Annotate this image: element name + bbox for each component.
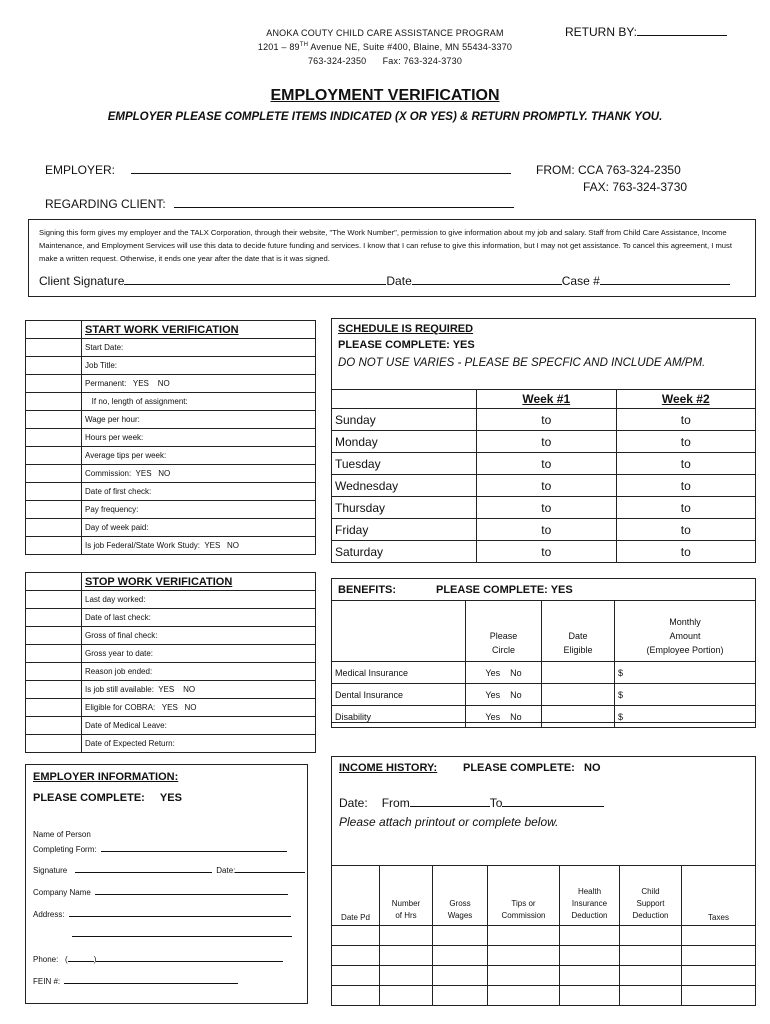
- phone-row: [33, 953, 283, 964]
- return-by: [565, 25, 727, 39]
- check-cell[interactable]: [26, 537, 82, 555]
- income-to-field[interactable]: [502, 796, 604, 807]
- name-person-label: Completing Form:: [33, 845, 97, 854]
- income-date-row: [339, 796, 604, 810]
- company-row: [33, 886, 288, 897]
- check-cell[interactable]: [26, 663, 82, 681]
- return-by-label: RETURN BY:: [565, 25, 638, 39]
- check-cell[interactable]: [26, 735, 82, 753]
- col-health: [560, 866, 620, 926]
- week1-time[interactable]: to: [477, 475, 617, 497]
- from-cca: CCA 763-324-2350: [578, 163, 681, 177]
- col-text: Taxes: [708, 913, 729, 922]
- employer-info-box: [25, 764, 308, 1004]
- income-to-label: To: [489, 796, 503, 810]
- consent-text: Signing this form gives my employer and the TALX Corporation, through their website, "The Work Number", permission to give information about my job and salary. Staff from Child Care Assistance, Income Maintenance, and Employment Services will use this data to decide future funding and services. I know that I can refuse to give this information, but I may not get assistance. To cancel this agreement, I must make a written request. Otherwise, it ends one year after the date that is it was signed.: [39, 228, 732, 263]
- schedule-title: SCHEDULE IS REQUIRED: [338, 323, 474, 335]
- fein-row: [33, 975, 238, 986]
- benefit-amount[interactable]: $: [615, 662, 756, 684]
- benefits-box: [331, 578, 756, 723]
- stop-work-row: Gross year to date:: [82, 645, 316, 663]
- start-work-row: Average tips per week:: [82, 447, 316, 465]
- client-field[interactable]: [174, 197, 514, 208]
- check-cell[interactable]: [26, 429, 82, 447]
- date-label: Date:: [216, 866, 236, 875]
- check-cell[interactable]: [26, 357, 82, 375]
- signature-row: [33, 864, 305, 875]
- client-signature-label: Client Signature: [39, 274, 125, 288]
- income-cell[interactable]: [433, 966, 488, 986]
- income-box: [331, 756, 756, 1006]
- signature-label: Signature: [33, 866, 68, 875]
- col-text: Wages: [447, 911, 473, 920]
- week1-time[interactable]: to: [477, 453, 617, 475]
- benefits-corner: [332, 601, 466, 662]
- income-attach-note: Please attach printout or complete below.: [339, 815, 559, 829]
- start-work-row: Start Date:: [82, 339, 316, 357]
- return-by-field[interactable]: [637, 25, 727, 36]
- benefit-name: Disability: [332, 706, 466, 728]
- page-subtitle: EMPLOYER PLEASE COMPLETE ITEMS INDICATED (X OR YES) & RETURN PROMPTLY. THANK YOU.: [107, 111, 663, 123]
- col-text: Health: [577, 887, 602, 896]
- week2-time[interactable]: to: [616, 541, 756, 563]
- income-cell[interactable]: [620, 966, 682, 986]
- address-sup: TH: [299, 42, 309, 48]
- employer-row: [45, 163, 511, 177]
- week2-time[interactable]: to: [616, 453, 756, 475]
- check-cell[interactable]: [26, 321, 82, 339]
- income-from-label: From: [381, 796, 410, 810]
- col-text: Monthly: [669, 617, 701, 627]
- week1-time[interactable]: to: [477, 497, 617, 519]
- check-cell[interactable]: [26, 375, 82, 393]
- client-row: [45, 197, 514, 211]
- day-label: Tuesday: [332, 453, 477, 475]
- benefit-circle[interactable]: Yes No: [466, 684, 542, 706]
- phone-field[interactable]: [93, 953, 283, 964]
- check-cell[interactable]: [26, 519, 82, 537]
- col-text: Commission: [501, 911, 546, 920]
- schedule-box: [331, 318, 756, 563]
- schedule-note: DO NOT USE VARIES - PLEASE BE SPECFIC AND INCLUDE AM/PM.: [338, 357, 706, 369]
- check-cell[interactable]: [26, 573, 82, 591]
- income-cell[interactable]: [488, 926, 560, 946]
- income-date-label: Date:: [339, 796, 368, 810]
- start-work-row: Date of first check:: [82, 483, 316, 501]
- signature-row: [39, 274, 730, 288]
- stop-work-row: Date of Expected Return:: [82, 735, 316, 753]
- income-cell[interactable]: [620, 986, 682, 1006]
- income-cell[interactable]: [332, 986, 380, 1006]
- page-title: EMPLOYMENT VERIFICATION: [270, 87, 500, 104]
- stop-work-row: Last day worked:: [82, 591, 316, 609]
- week1-time[interactable]: to: [477, 541, 617, 563]
- benefit-name: Dental Insurance: [332, 684, 466, 706]
- address-field-2[interactable]: [72, 927, 292, 937]
- date-field[interactable]: [412, 274, 562, 285]
- income-cell[interactable]: [560, 946, 620, 966]
- income-cell[interactable]: [560, 926, 620, 946]
- day-label: Saturday: [332, 541, 477, 563]
- address-field[interactable]: [69, 908, 291, 917]
- benefit-date[interactable]: [542, 684, 615, 706]
- income-cell[interactable]: [380, 986, 433, 1006]
- check-cell[interactable]: [26, 717, 82, 735]
- address-row: [33, 908, 291, 919]
- start-work-title: START WORK VERIFICATION: [82, 321, 316, 339]
- col-text: Insurance: [571, 899, 608, 908]
- start-work-row: Is job Federal/State Work Study: YES NO: [82, 537, 316, 555]
- stop-work-row: Gross of final check:: [82, 627, 316, 645]
- income-cell[interactable]: [620, 926, 682, 946]
- col-text: Gross: [449, 899, 471, 908]
- check-cell[interactable]: [26, 627, 82, 645]
- col-text: Please: [489, 631, 518, 641]
- income-cell[interactable]: [488, 966, 560, 986]
- employer-info-complete: PLEASE COMPLETE: YES: [33, 792, 182, 804]
- col-text: of Hrs: [395, 911, 417, 920]
- benefit-date[interactable]: [542, 706, 615, 728]
- income-cell[interactable]: [380, 966, 433, 986]
- benefit-amount[interactable]: $: [615, 684, 756, 706]
- check-cell[interactable]: [26, 501, 82, 519]
- week1-time[interactable]: to: [477, 431, 617, 453]
- day-label: Thursday: [332, 497, 477, 519]
- phone-label: Phone: (: [33, 955, 68, 964]
- check-cell[interactable]: [26, 645, 82, 663]
- income-cell[interactable]: [433, 926, 488, 946]
- employer-info-title: EMPLOYER INFORMATION:: [33, 771, 179, 783]
- check-cell[interactable]: [26, 465, 82, 483]
- stop-work-row: Is job still available: YES NO: [82, 681, 316, 699]
- income-cell[interactable]: [488, 946, 560, 966]
- col-text: Date Pd: [341, 913, 370, 922]
- benefits-table: [331, 600, 756, 728]
- week2-time[interactable]: to: [616, 431, 756, 453]
- col-monthly-amount: [615, 601, 756, 662]
- program-contact: [230, 56, 540, 66]
- employer-field[interactable]: [131, 163, 511, 174]
- income-cell[interactable]: [682, 986, 756, 1006]
- stop-work-row: Date of Medical Leave:: [82, 717, 316, 735]
- area-code-field[interactable]: [68, 953, 94, 962]
- address-part: Avenue NE, Suite #400, Blaine, MN 55434-3370: [308, 42, 513, 52]
- col-text: Circle: [491, 645, 515, 655]
- day-label: Friday: [332, 519, 477, 541]
- phone-close: ): [93, 955, 97, 964]
- col-text: Child: [641, 887, 660, 896]
- income-cell[interactable]: [682, 966, 756, 986]
- day-label: Wednesday: [332, 475, 477, 497]
- signature-field[interactable]: [75, 864, 212, 873]
- day-label: Monday: [332, 431, 477, 453]
- col-child-support: [620, 866, 682, 926]
- income-cell[interactable]: [488, 986, 560, 1006]
- start-work-row: Hours per week:: [82, 429, 316, 447]
- client-signature-field[interactable]: [124, 274, 386, 285]
- start-work-row: Permanent: YES NO: [82, 375, 316, 393]
- start-work-row: Pay frequency:: [82, 501, 316, 519]
- check-cell[interactable]: [26, 681, 82, 699]
- from-block: [536, 163, 681, 177]
- client-label: REGARDING CLIENT:: [45, 197, 166, 211]
- col-tips: [488, 866, 560, 926]
- check-cell[interactable]: [26, 483, 82, 501]
- case-label: Case #: [561, 274, 600, 288]
- stop-work-row: Date of last check:: [82, 609, 316, 627]
- stop-work-row: Eligible for COBRA: YES NO: [82, 699, 316, 717]
- benefit-circle[interactable]: Yes No: [466, 706, 542, 728]
- col-text: Tips or: [511, 899, 536, 908]
- week2-time[interactable]: to: [616, 475, 756, 497]
- income-cell[interactable]: [332, 926, 380, 946]
- week2-time[interactable]: to: [616, 519, 756, 541]
- stop-work-table: [25, 572, 316, 753]
- day-label: Sunday: [332, 409, 477, 431]
- company-field[interactable]: [95, 886, 288, 895]
- income-table: [331, 865, 756, 1006]
- fein-label: FEIN #:: [33, 977, 61, 986]
- week2-time[interactable]: to: [616, 409, 756, 431]
- fein-field[interactable]: [64, 975, 238, 984]
- stop-work-row: Reason job ended:: [82, 663, 316, 681]
- stop-work-title: STOP WORK VERIFICATION: [82, 573, 316, 591]
- col-text: (Employee Portion): [646, 645, 724, 655]
- col-text: Number: [391, 899, 421, 908]
- col-text: Eligible: [563, 645, 593, 655]
- col-text: Amount: [669, 631, 701, 641]
- col-text: Deduction: [571, 911, 608, 920]
- benefit-circle[interactable]: Yes No: [466, 662, 542, 684]
- program-fax: Fax: 763-324-3730: [382, 56, 463, 66]
- address-label: Address:: [33, 910, 65, 919]
- income-cell[interactable]: [620, 946, 682, 966]
- col-text: Deduction: [632, 911, 669, 920]
- consent-box: [28, 219, 756, 297]
- program-address: [230, 42, 540, 52]
- col-date-pd: [332, 866, 380, 926]
- start-work-row: Wage per hour:: [82, 411, 316, 429]
- col-text: Date: [568, 631, 588, 641]
- schedule-complete: PLEASE COMPLETE: YES: [338, 339, 475, 351]
- name-person-label: Name of Person: [33, 830, 91, 839]
- start-work-row: Job Title:: [82, 357, 316, 375]
- income-cell[interactable]: [560, 986, 620, 1006]
- col-hours: [380, 866, 433, 926]
- income-complete: PLEASE COMPLETE: NO: [463, 762, 601, 774]
- program-phone: 763-324-2350: [307, 56, 367, 66]
- benefit-name: Medical Insurance: [332, 662, 466, 684]
- col-taxes: [682, 866, 756, 926]
- benefits-complete: PLEASE COMPLETE: YES: [436, 584, 573, 596]
- name-person-field[interactable]: [101, 843, 287, 852]
- check-cell[interactable]: [26, 609, 82, 627]
- income-cell[interactable]: [332, 966, 380, 986]
- income-title: INCOME HISTORY:: [339, 762, 438, 774]
- date-field[interactable]: [235, 864, 305, 873]
- from-label: FROM:: [536, 163, 575, 177]
- income-cell[interactable]: [682, 926, 756, 946]
- address-part: 1201 – 89: [257, 42, 300, 52]
- benefit-date[interactable]: [542, 662, 615, 684]
- case-field[interactable]: [600, 274, 730, 285]
- week2-header: Week #2: [616, 390, 756, 409]
- income-cell[interactable]: [433, 986, 488, 1006]
- program-name: ANOKA COUTY CHILD CARE ASSISTANCE PROGRAM: [266, 28, 504, 38]
- name-person-row: [33, 843, 287, 854]
- check-cell[interactable]: [26, 699, 82, 717]
- schedule-table: [331, 389, 756, 563]
- income-cell[interactable]: [380, 946, 433, 966]
- week1-time[interactable]: to: [477, 519, 617, 541]
- col-please-circle: [466, 601, 542, 662]
- income-cell[interactable]: [433, 946, 488, 966]
- start-work-row: Day of week paid:: [82, 519, 316, 537]
- start-work-table: [25, 320, 316, 555]
- income-cell[interactable]: [380, 926, 433, 946]
- employer-label: EMPLOYER:: [45, 163, 116, 177]
- benefits-title: BENEFITS:: [338, 584, 397, 596]
- week1-time[interactable]: to: [477, 409, 617, 431]
- start-work-row: Commission: YES NO: [82, 465, 316, 483]
- check-cell[interactable]: [26, 447, 82, 465]
- income-from-field[interactable]: [410, 796, 490, 807]
- income-cell[interactable]: [682, 946, 756, 966]
- start-work-row: If no, length of assignment:: [82, 393, 316, 411]
- from-fax: FAX: 763-324-3730: [583, 180, 688, 194]
- schedule-corner: [332, 390, 477, 409]
- income-cell[interactable]: [560, 966, 620, 986]
- col-text: Support: [636, 899, 665, 908]
- income-cell[interactable]: [332, 946, 380, 966]
- week2-time[interactable]: to: [616, 497, 756, 519]
- check-cell[interactable]: [26, 393, 82, 411]
- check-cell[interactable]: [26, 339, 82, 357]
- benefit-amount[interactable]: $: [615, 706, 756, 728]
- date-label: Date: [386, 274, 412, 288]
- col-gross: [433, 866, 488, 926]
- col-date-eligible: [542, 601, 615, 662]
- check-cell[interactable]: [26, 411, 82, 429]
- week1-header: Week #1: [477, 390, 617, 409]
- company-label: Company Name: [33, 888, 91, 897]
- check-cell[interactable]: [26, 591, 82, 609]
